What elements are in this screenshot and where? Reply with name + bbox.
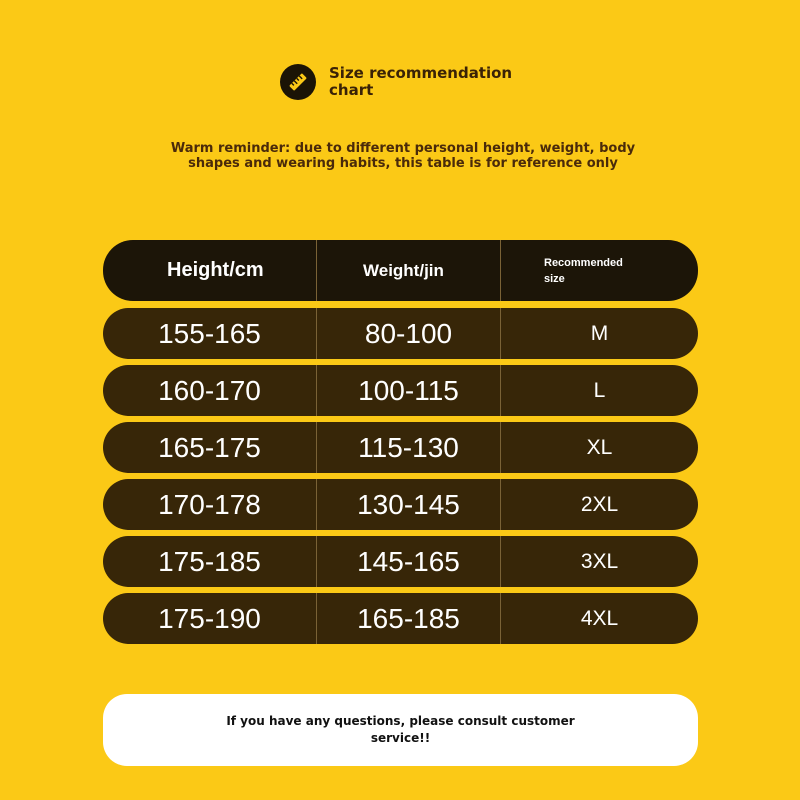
column-header-size: [501, 240, 698, 301]
table-row: [103, 479, 698, 530]
column-header-weight: Weight/jin: [316, 240, 501, 301]
table-header-row: [103, 240, 698, 301]
size-table: [103, 240, 698, 650]
size-cell: 3XL: [580, 549, 619, 573]
height-cell: 165-175: [158, 431, 261, 463]
customer-service-note: [103, 694, 698, 766]
customer-service-text: If you have any questions, please consult customer service!!: [226, 714, 575, 745]
weight-cell: 130-145: [316, 479, 501, 530]
height-cell: 170-178: [158, 488, 261, 520]
height-cell: 155-165: [158, 317, 261, 349]
column-header-size-label: Recommended size: [544, 256, 623, 285]
weight-cell: 100-115: [316, 365, 501, 416]
table-row: [103, 365, 698, 416]
table-row: [103, 536, 698, 587]
weight-cell: 80-100: [316, 308, 501, 359]
table-row: [103, 422, 698, 473]
page-title: Size recommendation chart: [329, 64, 513, 99]
size-cell: M: [590, 321, 609, 345]
chart-header: [280, 64, 529, 100]
ruler-icon: [280, 64, 316, 100]
table-row: [103, 308, 698, 359]
size-cell: 4XL: [580, 606, 619, 630]
size-cell: L: [593, 378, 606, 402]
size-cell: 2XL: [580, 492, 619, 516]
height-cell: 175-190: [158, 602, 261, 634]
column-header-height: Height/cm: [167, 259, 264, 281]
warm-reminder-text: Warm reminder: due to different personal height, weight, body shapes and wearing habits, this table is for reference only: [170, 141, 636, 171]
height-cell: 160-170: [158, 374, 261, 406]
size-cell: XL: [586, 435, 613, 459]
table-row: [103, 593, 698, 644]
weight-cell: 115-130: [316, 422, 501, 473]
weight-cell: 165-185: [316, 593, 501, 644]
weight-cell: 145-165: [316, 536, 501, 587]
height-cell: 175-185: [158, 545, 261, 577]
